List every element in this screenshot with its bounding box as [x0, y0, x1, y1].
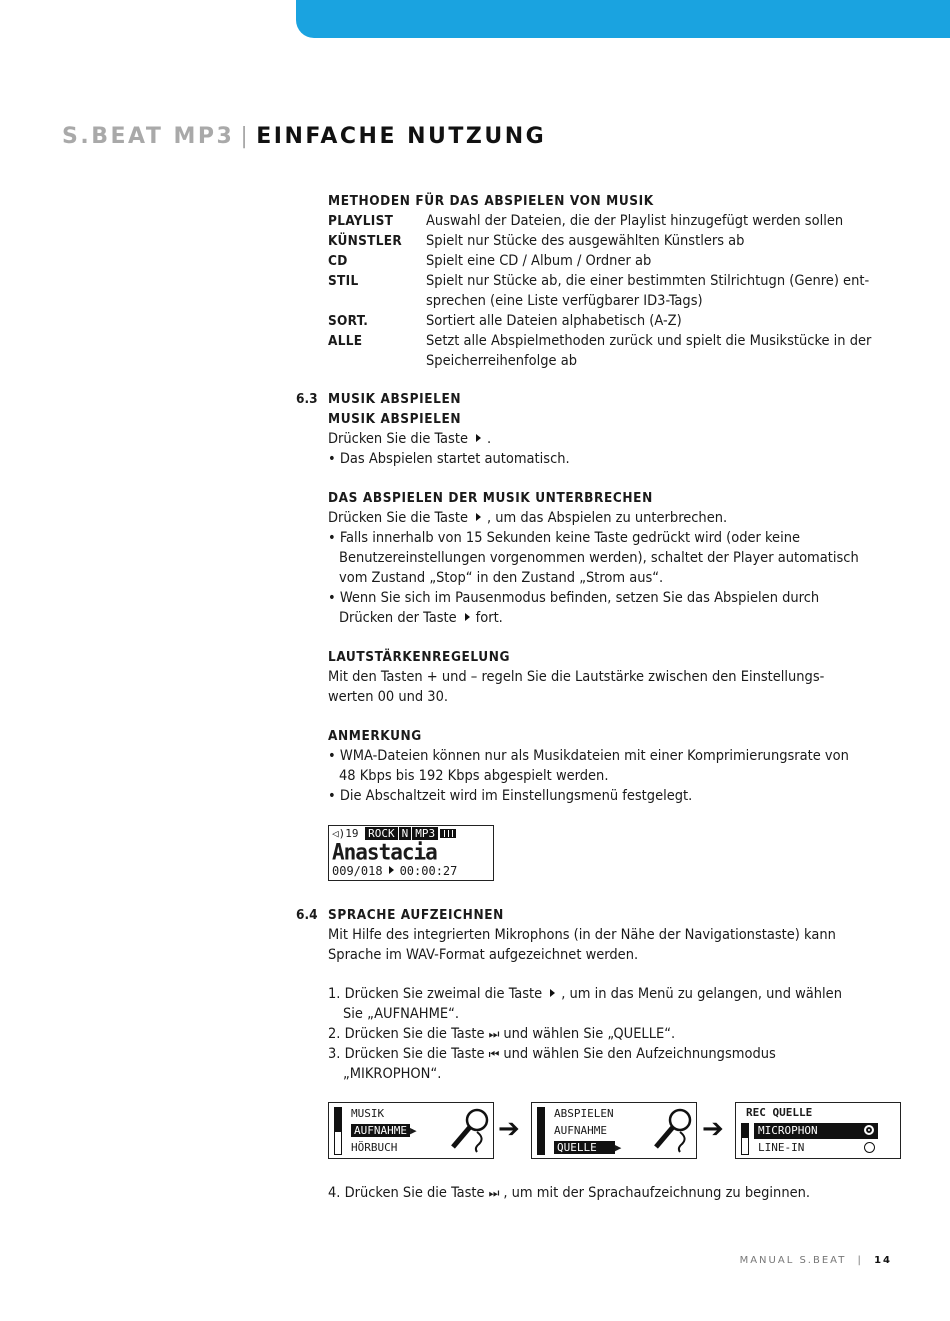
menu-item: MUSIK [351, 1107, 385, 1120]
methods-heading: METHODEN FÜR DAS ABSPIELEN VON MUSIK [328, 193, 654, 209]
track-title: Anastacia [332, 839, 437, 865]
menu-item-selected [550, 1140, 621, 1156]
format-badge: MP3 [412, 827, 438, 840]
next-track-icon: ⏭ [488, 1027, 500, 1041]
text: , um das Abspielen zu unterbrechen. [486, 510, 728, 526]
footer-label: MANUAL S.BEAT [739, 1255, 847, 1266]
elapsed-time: 00:00:27 [399, 864, 458, 878]
microphone-icon [447, 1107, 491, 1153]
play-icon [465, 613, 470, 621]
text: 3. Drücken Sie die Taste [328, 1046, 485, 1062]
volume-heading: LAUTSTÄRKENREGELUNG [328, 649, 511, 665]
menu-screen-1 [328, 1102, 494, 1159]
play-pause-icon [476, 513, 481, 521]
mode-badge: N [399, 827, 412, 840]
track-position: 009/018 [332, 864, 383, 878]
text: Drücken der Taste [339, 610, 457, 626]
header-separator: | [240, 124, 251, 149]
method-desc: Setzt alle Abspielmethoden zurück und spielt die Musikstücke in der [426, 333, 872, 349]
step-3-line-2: „MIKROPHON“. [343, 1066, 442, 1082]
method-desc: Auswahl der Dateien, die der Playlist hinzugefügt werden sollen [426, 213, 844, 229]
pause-bullet-1-line-3: vom Zustand „Stop“ in den Zustand „Strom aus“. [339, 570, 664, 586]
scrollbar [741, 1123, 749, 1155]
option-line-in: LINE-IN [758, 1141, 805, 1154]
method-desc: Spielt eine CD / Album / Ordner ab [426, 253, 652, 269]
play-icon [476, 434, 481, 442]
text: , um mit der Sprachaufzeichnung zu beginnen. [503, 1185, 811, 1201]
pause-bullet-2-line-2 [339, 609, 503, 629]
battery-icon [440, 829, 456, 838]
play-icon [389, 866, 394, 874]
method-key: STIL [328, 273, 359, 289]
speaker-icon: ◁) [332, 827, 346, 840]
method-desc: Speicherreihenfolge ab [426, 353, 577, 369]
play-bullet: • Das Abspielen startet automatisch. [328, 451, 570, 467]
method-desc: Spielt nur Stücke ab, die einer bestimmten Stilrichtugn (Genre) ent- [426, 273, 870, 289]
page-footer [740, 1255, 892, 1266]
header-title: EINFACHE NUTZUNG [256, 124, 547, 149]
text: , um in das Menü zu gelangen, und wählen [561, 986, 842, 1002]
menu-item-label: QUELLE [554, 1141, 615, 1154]
selection-arrow-icon: ▶ [409, 1124, 417, 1137]
screen-title: REC QUELLE [746, 1106, 813, 1119]
note-heading: ANMERKUNG [328, 728, 422, 744]
method-desc: Spielt nur Stücke des ausgewählten Künstlers ab [426, 233, 745, 249]
menu-item-selected [347, 1123, 417, 1139]
text: Drücken Sie die Taste [328, 431, 468, 447]
menu-item-label: AUFNAHME [351, 1124, 410, 1137]
note-line-3: • Die Abschaltzeit wird im Einstellungsmenü festgelegt. [328, 788, 693, 804]
text: 1. Drücken Sie zweimal die Taste [328, 986, 543, 1002]
volume-line-1: Mit den Tasten + und – regeln Sie die Lautstärke zwischen den Einstellungs- [328, 669, 825, 685]
text: Drücken Sie die Taste [328, 510, 468, 526]
method-key: SORT. [328, 313, 369, 329]
text: fort. [475, 610, 503, 626]
section-number: 6.3 [296, 391, 318, 407]
arrow-icon: ➔ [702, 1114, 724, 1144]
selection-arrow-icon: ▶ [614, 1141, 622, 1154]
pause-bullet-1-line-2: Benutzereinstellungen vorgenommen werden), schaltet der Player automatisch [339, 550, 859, 566]
step-4 [328, 1184, 810, 1204]
play-instruction [328, 430, 491, 450]
header-brand: S.BEAT MP3 [62, 124, 235, 149]
page-header [62, 124, 546, 149]
intro-line-2: Sprache im WAV-Format aufgezeichnet werden. [328, 947, 639, 963]
menu-item: HÖRBUCH [351, 1141, 398, 1154]
footer-separator: | [857, 1255, 863, 1266]
section-heading: MUSIK ABSPIELEN [328, 391, 462, 407]
method-key: ALLE [328, 333, 363, 349]
page-number: 14 [874, 1255, 892, 1266]
text: und wählen Sie den Aufzeichnungsmodus [503, 1046, 776, 1062]
volume-line-2: werten 00 und 30. [328, 689, 449, 705]
method-key: CD [328, 253, 348, 269]
player-display [328, 825, 494, 881]
arrow-icon: ➔ [498, 1114, 520, 1144]
previous-track-icon: ⏮ [488, 1047, 500, 1061]
microphone-icon [650, 1107, 694, 1153]
intro-line-1: Mit Hilfe des integrierten Mikrophons (in der Nähe der Navigationstaste) kann [328, 927, 836, 943]
text: und wählen Sie „QUELLE“. [503, 1026, 676, 1042]
radio-selected-icon [864, 1125, 874, 1135]
subheading-play: MUSIK ABSPIELEN [328, 411, 462, 427]
text: 2. Drücken Sie die Taste [328, 1026, 485, 1042]
radio-empty-icon [864, 1142, 875, 1153]
method-key: PLAYLIST [328, 213, 394, 229]
method-desc: sprechen (eine Liste verfügbarer ID3-Tags) [426, 293, 703, 309]
scrollbar [537, 1107, 545, 1155]
menu-item: AUFNAHME [554, 1124, 607, 1137]
volume-value: 19 [345, 827, 359, 840]
step-1-line-1 [328, 985, 842, 1005]
section-heading: SPRACHE AUFZEICHNEN [328, 907, 504, 923]
menu-screen-2 [531, 1102, 697, 1159]
top-accent-bar [296, 0, 950, 38]
menu-item: ABSPIELEN [554, 1107, 614, 1120]
pause-instruction [328, 509, 727, 529]
text: . [486, 431, 492, 447]
genre-badge: ROCK [365, 827, 398, 840]
next-track-icon: ⏭ [488, 1186, 500, 1200]
note-line-1: • WMA-Dateien können nur als Musikdateien mit einer Komprimierungsrate von [328, 748, 849, 764]
option-microphon: MICROPHON [758, 1124, 818, 1137]
pause-heading: DAS ABSPIELEN DER MUSIK UNTERBRECHEN [328, 490, 653, 506]
pause-bullet-1-line-1: • Falls innerhalb von 15 Sekunden keine Taste gedrückt wird (oder keine [328, 530, 801, 546]
step-1-line-2: Sie „AUFNAHME“. [343, 1006, 459, 1022]
step-2 [328, 1025, 675, 1045]
menu-screen-3 [735, 1102, 901, 1159]
method-desc: Sortiert alle Dateien alphabetisch (A-Z) [426, 313, 682, 329]
method-key: KÜNSTLER [328, 233, 403, 249]
display-time-row [332, 864, 457, 878]
section-number: 6.4 [296, 907, 318, 923]
play-icon [550, 989, 555, 997]
note-line-2: 48 Kbps bis 192 Kbps abgespielt werden. [339, 768, 609, 784]
pause-bullet-2-line-1: • Wenn Sie sich im Pausenmodus befinden, setzen Sie das Abspielen durch [328, 590, 820, 606]
scrollbar [334, 1107, 342, 1155]
step-3-line-1 [328, 1045, 776, 1065]
text: 4. Drücken Sie die Taste [328, 1185, 485, 1201]
